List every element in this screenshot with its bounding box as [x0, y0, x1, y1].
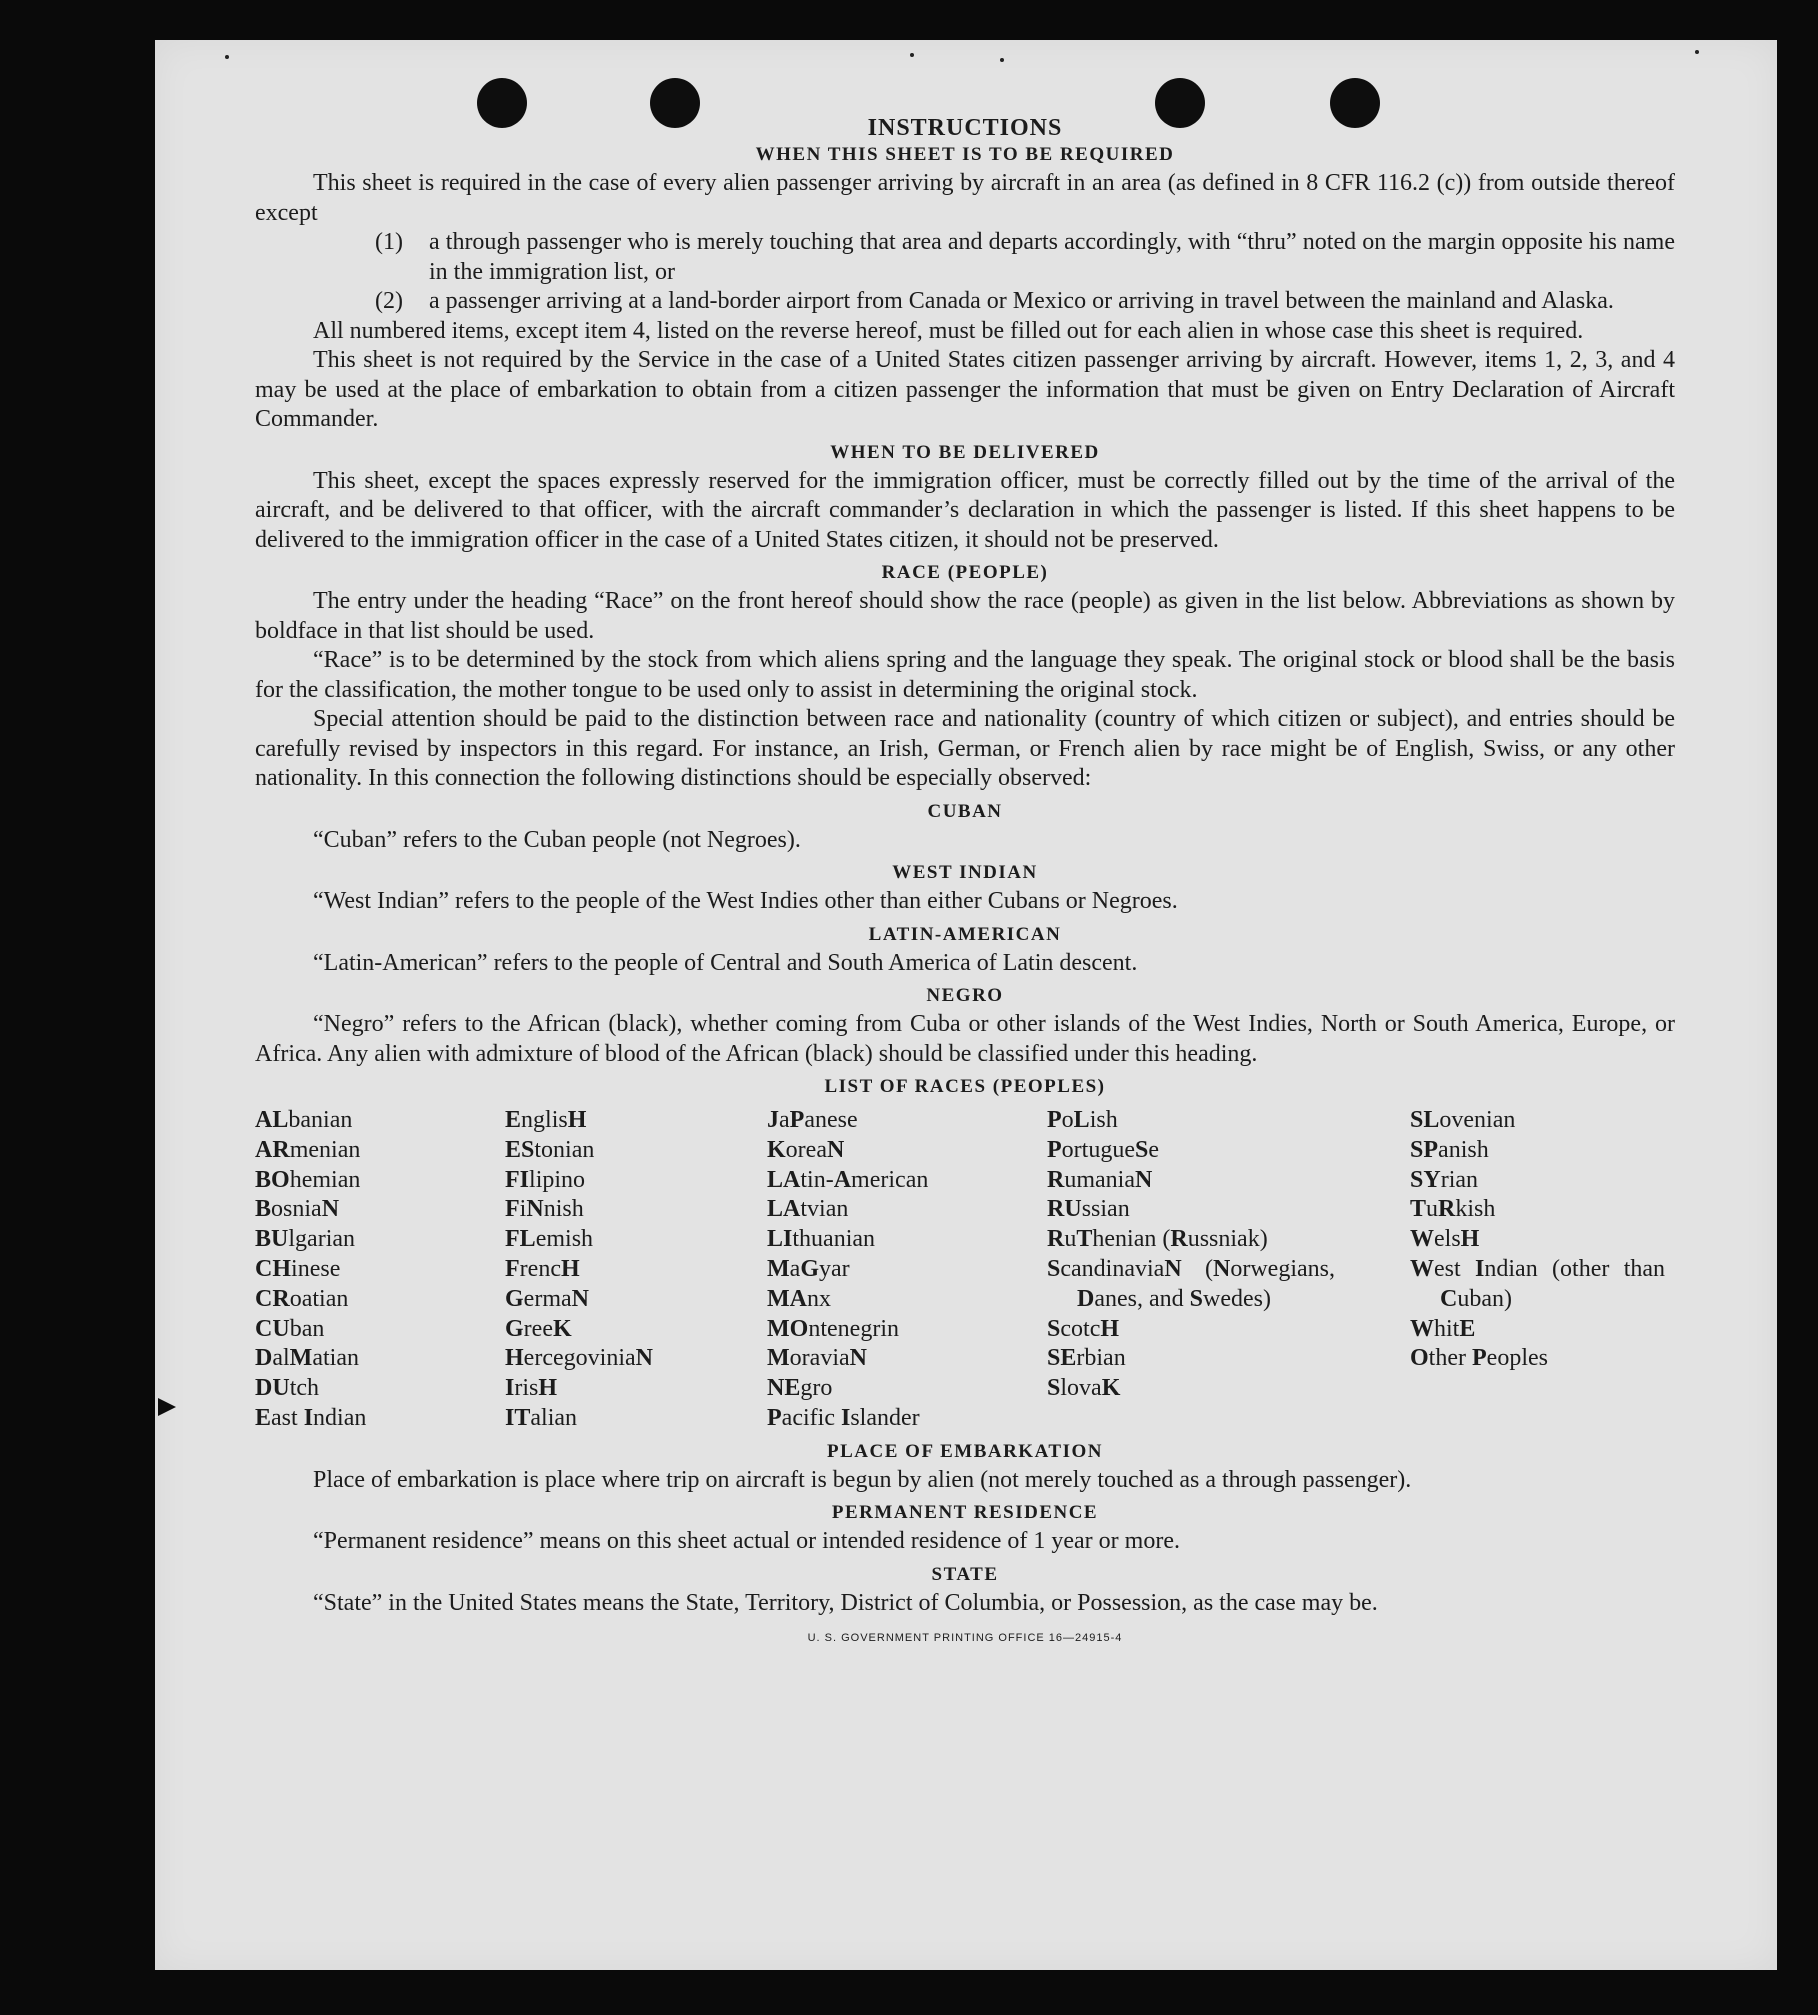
- race-entry: LIthuanian: [767, 1226, 876, 1253]
- heading-west-indian: WEST INDIAN: [892, 862, 1038, 883]
- race-entry: RUssian: [1047, 1196, 1130, 1223]
- race-entry: Pacific Islander: [767, 1404, 920, 1431]
- delivered-paragraph: This sheet, except the spaces expressly reserved for the immigration officer, must be correctly filled out by the time of the arrival of the aircraft, and be delivered to that officer, with the aircraft commander’s declaration in which the passenger is listed. If this sheet happens to be delivered to the immigration officer in the case of a United States citizen, it should not be preserved.: [255, 467, 1675, 553]
- heading-negro: NEGRO: [926, 985, 1004, 1006]
- exception-item: [375, 287, 1675, 317]
- race-entry: FIlipino: [505, 1166, 586, 1193]
- race-entry: KoreaN: [767, 1136, 845, 1163]
- race-entry: WhitE: [1410, 1315, 1476, 1342]
- race-entry: MaGyar: [767, 1255, 850, 1282]
- race-entry: MOntenegrin: [767, 1315, 899, 1342]
- race-entry: PoLish: [1047, 1107, 1118, 1133]
- latin-american-definition: “Latin-American” refers to the people of Central and South America of Latin descent.: [313, 949, 1138, 976]
- race-entry: RuThenian (Russniak): [1047, 1226, 1268, 1253]
- race-entry: BosniaN: [255, 1196, 340, 1223]
- race-entry: CUban: [255, 1315, 325, 1342]
- race-entry: CHinese: [255, 1255, 341, 1282]
- heading-when-required: WHEN THIS SHEET IS TO BE REQUIRED: [755, 144, 1175, 165]
- residence-paragraph: “Permanent residence” means on this sheet actual or intended residence of 1 year or more.: [313, 1528, 1180, 1555]
- heading-state: STATE: [931, 1563, 999, 1585]
- race-entry: SLovenian: [1410, 1107, 1516, 1133]
- all-items-paragraph: All numbered items, except item 4, listed on the reverse hereof, must be filled out for each alien in whose case this sheet is required.: [313, 317, 1584, 344]
- race-entry: ScandinaviaN (Norwegians, Danes, and Swedes): [1047, 1255, 1335, 1312]
- heading-when-delivered: WHEN TO BE DELIVERED: [830, 441, 1100, 463]
- race-entry: SPanish: [1410, 1136, 1489, 1163]
- race-entry: SErbian: [1047, 1345, 1126, 1372]
- race-entry: SYrian: [1410, 1166, 1479, 1193]
- race-entry: West Indian (other than Cuban): [1410, 1255, 1666, 1312]
- race-entry: IrisH: [505, 1375, 558, 1402]
- race-paragraph-1: The entry under the heading “Race” on the front hereof should show the race (people) as given in the list below. Abbreviations as shown by boldface in that list should be used.: [255, 588, 1675, 644]
- race-entry: SlovaK: [1047, 1375, 1121, 1402]
- edge-marker-arrow-icon: [158, 1398, 176, 1416]
- item-text: a through passenger who is merely touching that area and departs accordingly, with “thru” noted on the margin opposite his name in the immigration list, or: [429, 229, 1675, 285]
- race-entry: ITalian: [505, 1404, 578, 1431]
- exception-item: [375, 228, 1675, 287]
- race-entry: ARmenian: [255, 1136, 361, 1163]
- scan-speck: [225, 55, 229, 59]
- race-entry: FrencH: [505, 1255, 580, 1282]
- race-entry: CRoatian: [255, 1285, 349, 1312]
- state-paragraph: “State” in the United States means the State, Territory, District of Columbia, or Possession, as the case may be.: [313, 1589, 1378, 1616]
- race-entry: East Indian: [255, 1404, 367, 1431]
- races-column: [1047, 1106, 1335, 1434]
- race-entry: GreeK: [505, 1315, 572, 1342]
- race-entry: LAtvian: [767, 1196, 849, 1223]
- race-entry: ALbanian: [255, 1107, 353, 1133]
- race-entry: GermaN: [505, 1285, 589, 1312]
- heading-cuban: CUBAN: [927, 800, 1003, 822]
- race-paragraph-2: “Race” is to be determined by the stock from which aliens spring and the language they speak. The original stock or blood shall be the basis for the classification, the mother tongue to be used only to assist in determining the original stock.: [255, 647, 1675, 703]
- heading-place-of-embarkation: PLACE OF EMBARKATION: [827, 1440, 1103, 1462]
- page-title: INSTRUCTIONS: [867, 115, 1063, 141]
- race-entry: HercegoviniaN: [505, 1345, 653, 1372]
- race-entry: LAtin-American: [767, 1166, 929, 1193]
- races-column: [1410, 1106, 1665, 1434]
- race-entry: FLemish: [505, 1226, 594, 1253]
- instructions-content: [255, 115, 1675, 1644]
- negro-definition: “Negro” refers to the African (black), whether coming from Cuba or other islands of the West Indies, North or South America, Europe, or Africa. Any alien with admixture of blood of the African (black) should be classified under this heading.: [255, 1011, 1675, 1067]
- heading-latin-american: LATIN-AMERICAN: [868, 923, 1062, 945]
- race-paragraph-3: Special attention should be paid to the distinction between race and nationality (country of which citizen or subject), and entries should be carefully revised by inspectors in this regard. For instance, an Irish, German, or French alien by race might be of English, Swiss, or any other nationality. In this connection the following distinctions should be especially observed:: [255, 706, 1675, 791]
- race-entry: EnglisH: [505, 1107, 587, 1133]
- embarkation-paragraph: Place of embarkation is place where trip on aircraft is begun by alien (not merely touched as a through passenger).: [313, 1466, 1412, 1493]
- races-list: [255, 1106, 1675, 1434]
- races-column: [255, 1106, 505, 1434]
- race-entry: FiNnish: [505, 1196, 584, 1223]
- race-entry: NEgro: [767, 1375, 833, 1402]
- citizen-paragraph: This sheet is not required by the Service in the case of a United States citizen passenger arriving by aircraft. However, items 1, 2, 3, and 4 may be used at the place of embarkation to obtain from a citizen passenger the information that must be given on Entry Declaration of Aircraft Commander.: [255, 347, 1675, 432]
- item-number: (1): [375, 229, 403, 255]
- required-intro: This sheet is required in the case of every alien passenger arriving by aircraft in an area (as defined in 8 CFR 116.2 (c)) from outside thereof except: [255, 170, 1675, 226]
- document-sheet: [155, 40, 1777, 1970]
- item-text: a passenger arriving at a land-border airport from Canada or Mexico or arriving in travel between the mainland and Alaska.: [429, 288, 1614, 314]
- heading-permanent-residence: PERMANENT RESIDENCE: [831, 1502, 1099, 1524]
- scan-speck: [1695, 50, 1699, 54]
- race-entry: JaPanese: [767, 1107, 858, 1133]
- race-entry: PortugueSe: [1047, 1136, 1160, 1163]
- race-entry: TuRkish: [1410, 1196, 1496, 1223]
- race-entry: DalMatian: [255, 1345, 359, 1372]
- scan-speck: [910, 53, 914, 57]
- printer-imprint: U. S. GOVERNMENT PRINTING OFFICE 16—24915-4: [807, 1632, 1123, 1645]
- west-indian-definition: “West Indian” refers to the people of the West Indies other than either Cubans or Negroes.: [313, 888, 1178, 914]
- heading-race: RACE (PEOPLE): [881, 562, 1049, 583]
- heading-list-of-races: LIST OF RACES (PEOPLES): [824, 1076, 1106, 1097]
- race-entry: MoraviaN: [767, 1345, 867, 1372]
- race-entry: BUlgarian: [255, 1226, 356, 1253]
- race-entry: RumaniaN: [1047, 1166, 1153, 1193]
- race-entry: ScotcH: [1047, 1315, 1120, 1342]
- races-column: [505, 1106, 767, 1434]
- race-entry: WelsH: [1410, 1226, 1480, 1253]
- race-entry: BOhemian: [255, 1166, 361, 1193]
- races-column: [767, 1106, 1047, 1434]
- race-entry: EStonian: [505, 1136, 595, 1163]
- race-entry: MAnx: [767, 1285, 831, 1312]
- race-entry: Other Peoples: [1410, 1345, 1548, 1372]
- cuban-definition: “Cuban” refers to the Cuban people (not Negroes).: [313, 826, 801, 853]
- race-entry: DUtch: [255, 1375, 320, 1402]
- item-number: (2): [375, 288, 403, 314]
- scan-speck: [1000, 58, 1004, 62]
